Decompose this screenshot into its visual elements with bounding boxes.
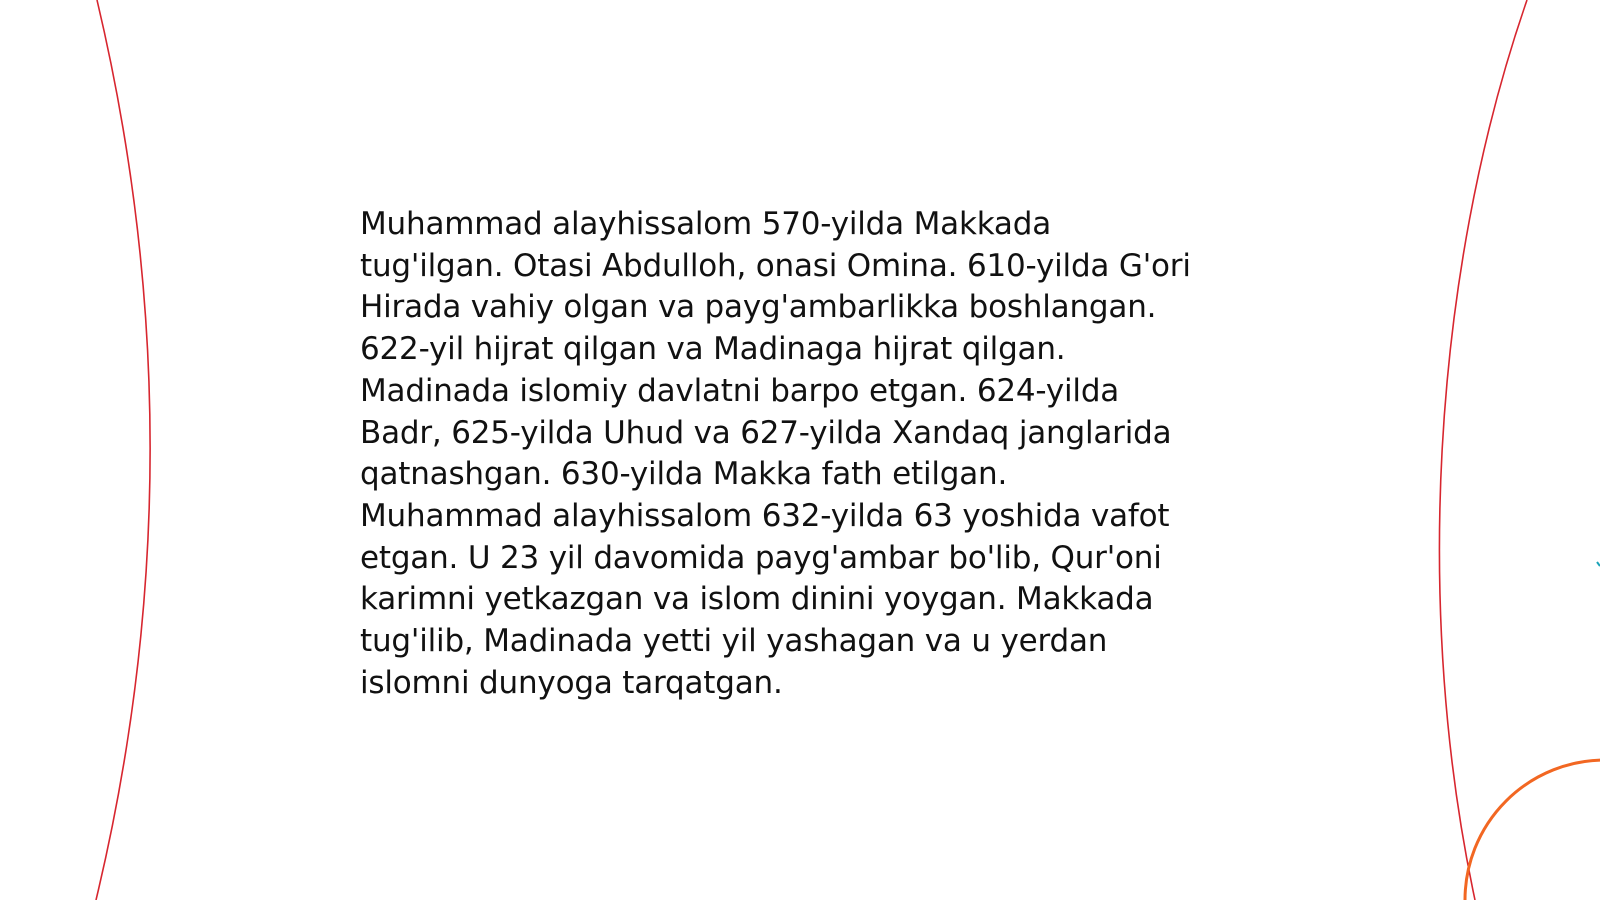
- text-line: tug'ilgan. Otasi Abdulloh, onasi Omina. 610-yilda G'ori: [360, 247, 1191, 284]
- right-red-arc: [1439, 0, 1527, 900]
- text-line: 622-yil hijrat qilgan va Madinaga hijrat qilgan.: [360, 331, 1066, 368]
- text-line: qatnashgan. 630-yilda Makka fath etilgan.: [360, 456, 1008, 493]
- left-red-arc: [96, 0, 150, 900]
- slide-body-text: [360, 204, 1240, 704]
- text-line: etgan. U 23 yil davomida payg'ambar bo'lib, Qur'oni: [360, 539, 1162, 576]
- text-line: Madinada islomiy davlatni barpo etgan. 624-yilda: [360, 372, 1120, 409]
- text-line: Badr, 625-yilda Uhud va 627-yilda Xandaq janglarida: [360, 414, 1172, 451]
- text-line: Muhammad alayhissalom 570-yilda Makkada: [360, 206, 1051, 242]
- text-line: Hirada vahiy olgan va payg'ambarlikka boshlangan.: [360, 289, 1157, 326]
- text-line: Muhammad alayhissalom 632-yilda 63 yoshida vafot: [360, 497, 1170, 534]
- text-line: karimni yetkazgan va islom dinini yoygan. Makkada: [360, 581, 1154, 618]
- text-line: tug'ilib, Madinada yetti yil yashagan va u yerdan: [360, 623, 1108, 660]
- orange-circle-arc: [1465, 760, 1600, 900]
- text-line: islomni dunyoga tarqatgan.: [360, 664, 783, 701]
